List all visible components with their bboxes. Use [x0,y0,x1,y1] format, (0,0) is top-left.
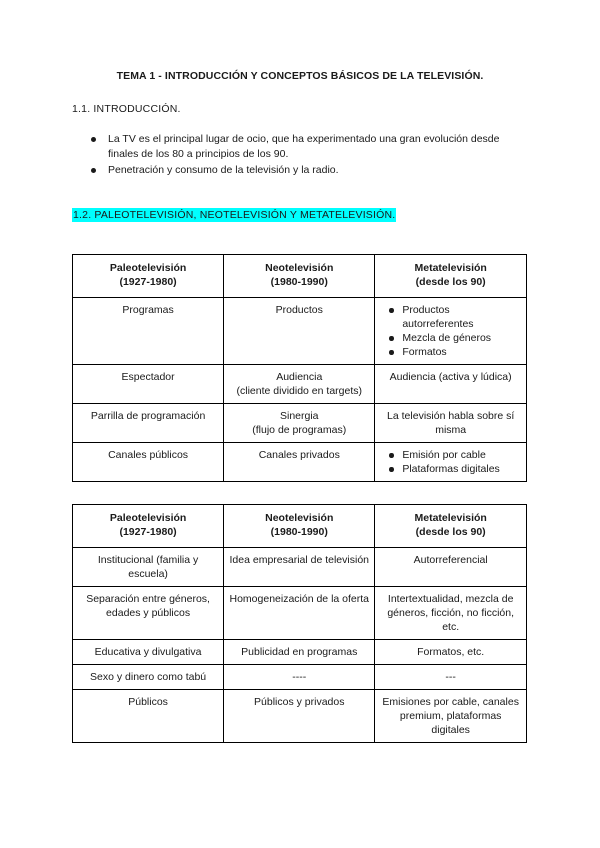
table-row [73,404,527,443]
table-row [73,690,527,743]
header-cell-meta [375,505,527,548]
list-item: La TV es el principal lugar de ocio, que ha experimentado una gran evolución desde finales de los 80 a principios de los 90. [72,132,532,161]
table-row [73,298,527,365]
table-cell: ---- [224,665,375,690]
header-period: (1927-1980) [119,526,177,538]
table-cell: Sexo y dinero como tabú [73,665,224,690]
page-title: TEMA 1 - INTRODUCCIÓN Y CONCEPTOS BÁSICOS DE LA TELEVISIÓN. [116,70,484,82]
table-row [73,640,527,665]
header-label: Neotelevisión [265,512,334,524]
table-cell: Parrilla de programación [73,404,224,443]
list-item: Mezcla de géneros [380,331,521,345]
table-cell: Espectador [73,365,224,404]
table-cell: Públicos y privados [224,690,375,743]
header-label: Paleotelevisión [109,512,187,524]
table-row [73,548,527,587]
table-row [73,443,527,482]
table-cell: Productos [224,298,375,365]
table-header-row [73,255,527,298]
header-period: (1980-1990) [270,526,328,538]
header-label: Paleotelevisión [109,262,187,274]
table-cell: Públicos [73,690,224,743]
table-cell: La televisión habla sobre sí misma [375,404,527,443]
table-cell: Publicidad en programas [224,640,375,665]
cell-bullet-list [380,448,521,476]
cell-bullet-list [380,303,521,359]
table-cell: Idea empresarial de televisión [224,548,375,587]
list-item: Emisión por cable [380,448,521,462]
header-label: Metatelevisión [414,512,487,524]
header-cell-neo [224,255,375,298]
header-cell-neo [224,505,375,548]
list-item: Plataformas digitales [380,462,521,476]
table-cell [375,298,527,365]
section-heading-introduccion: 1.1. INTRODUCCIÓN. [72,103,181,115]
table-cell: Homogeneización de la oferta [224,587,375,640]
table-cell: Intertextualidad, mezcla de géneros, ficción, no ficción, etc. [375,587,527,640]
table-row [73,587,527,640]
cell-text: Sinergia [279,410,319,422]
cell-text: (flujo de programas) [252,424,347,436]
table-cell [224,365,375,404]
table-cell: Audiencia (activa y lúdica) [375,365,527,404]
table-cell [375,443,527,482]
header-cell-paleo [73,505,224,548]
table-row [73,665,527,690]
table-cell: Programas [73,298,224,365]
section-heading-highlighted: 1.2. PALEOTELEVISIÓN, NEOTELEVISIÓN Y METATELEVISIÓN. [73,209,396,221]
comparison-table-1 [72,254,527,482]
table-cell: Formatos, etc. [375,640,527,665]
table-cell: Canales privados [224,443,375,482]
table-row [73,365,527,404]
header-period: (desde los 90) [415,276,486,288]
header-label: Metatelevisión [414,262,487,274]
list-item: Formatos [380,345,521,359]
header-label: Neotelevisión [265,262,334,274]
table-cell: Canales públicos [73,443,224,482]
list-item: Productos autorreferentes [380,303,521,331]
table-cell: --- [375,665,527,690]
comparison-table-2 [72,504,527,743]
cell-text: (cliente dividido en targets) [236,385,362,397]
cell-text: Audiencia [276,371,323,383]
table-cell: Educativa y divulgativa [73,640,224,665]
header-period: (1927-1980) [119,276,177,288]
header-cell-meta [375,255,527,298]
table-cell: Emisiones por cable, canales premium, plataformas digitales [375,690,527,743]
header-period: (1980-1990) [270,276,328,288]
table-cell [224,404,375,443]
list-item: Penetración y consumo de la televisión y la radio. [72,163,532,178]
table-cell: Separación entre géneros, edades y públicos [73,587,224,640]
table-cell: Institucional (familia y escuela) [73,548,224,587]
table-header-row [73,505,527,548]
intro-bullet-list [72,132,532,180]
header-period: (desde los 90) [415,526,486,538]
table-cell: Autorreferencial [375,548,527,587]
header-cell-paleo [73,255,224,298]
